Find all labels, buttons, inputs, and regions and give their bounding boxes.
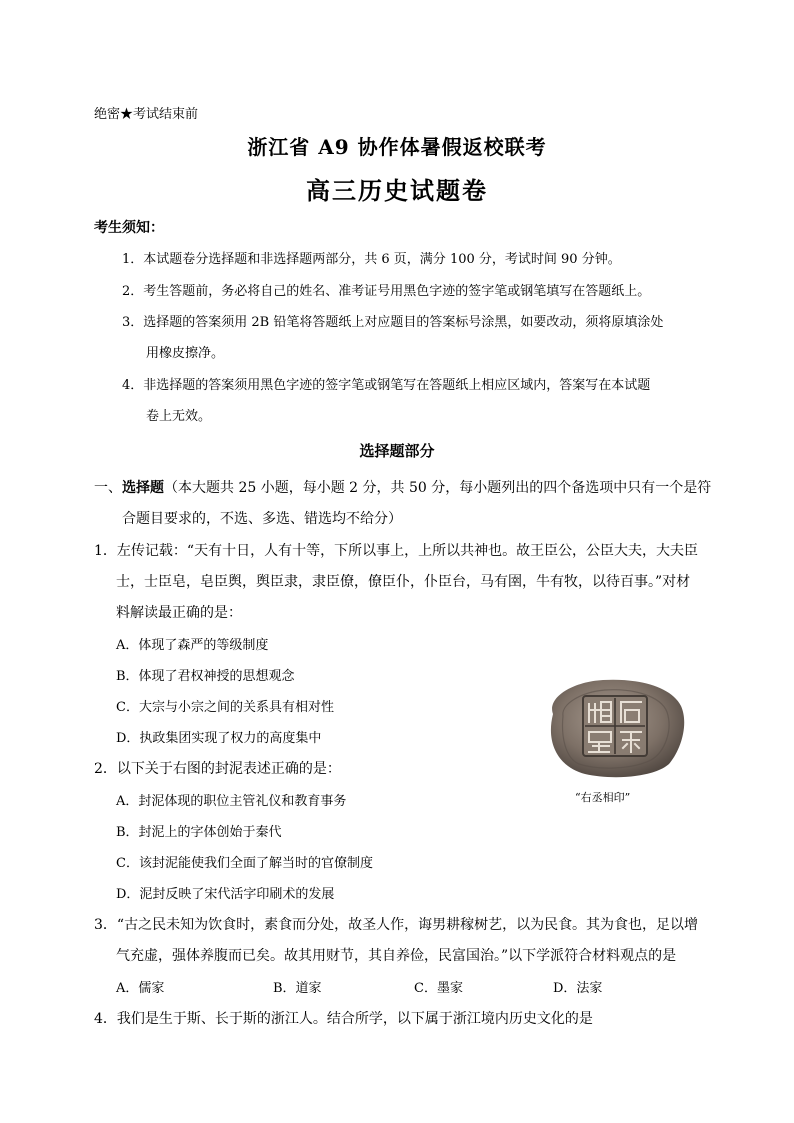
notice-line: 1．本试题卷分选择题和非选择题两部分，共 6 页，满分 100 分，考试时间 90 分钟。 [122,252,621,267]
q1-stem-line: 料解读最正确的是： [116,605,242,621]
q2-option-a: A．封泥体现的职位主管礼仪和教育事务 [116,794,347,809]
q4-stem: 4．我们是生于斯、长于斯的浙江人。结合所学，以下属于浙江境内历史文化的是 [94,1011,593,1027]
q3-option-a: A．儒家 [116,981,165,996]
section-heading: 选择题部分 [359,442,435,460]
q1-stem-line: 士，士臣皂，皂臣舆，舆臣隶，隶臣僚，僚臣仆，仆臣台，马有圉，牛有牧，以待百事。”对材 [116,574,691,590]
part-desc-line1: （本大题共 25 小题，每小题 2 分，共 50 分，每小题列出的四个备选项中只有一个是符 [164,480,712,496]
q2-option-c: C．该封泥能使我们全面了解当时的官僚制度 [116,856,373,871]
q3-stem-line: 气充虚，强体养腹而已矣。故其用财节，其自养俭，民富国治。”以下学派符合材料观点的是 [116,948,677,964]
q1-option-d: D．执政集团实现了权力的高度集中 [116,731,322,746]
notice-line: 4．非选择题的答案须用黑色字迹的签字笔或钢笔写在答题纸上相应区域内，答案写在本试题 [122,378,651,393]
q1-stem-line: 1．左传记载：“天有十日，人有十等，下所以事上，上所以共神也。故王臣公，公臣大夫，大夫臣 [94,543,699,559]
clay-seal-image [541,676,687,780]
part-desc-line2: 合题目要求的，不选、多选、错选均不给分） [122,511,402,527]
notice-line: 用橡皮擦净。 [146,346,225,361]
q1-option-b: B．体现了君权神授的思想观念 [116,669,295,684]
confidential-mark: 绝密★考试结束前 [94,107,199,122]
notice-line: 卷上无效。 [146,409,212,424]
q2-stem: 2．以下关于右图的封泥表述正确的是： [94,761,341,777]
q3-option-c: C．墨家 [414,981,463,996]
seal-caption: “右丞相印” [575,791,631,804]
q1-option-a: A．体现了森严的等级制度 [116,638,269,653]
q3-option-b: B．道家 [273,981,322,996]
q2-option-b: B．封泥上的字体创始于秦代 [116,825,282,840]
q1-option-c: C．大宗与小宗之间的关系具有相对性 [116,700,334,715]
exam-title: 浙江省 A9 协作体暑假返校联考 [247,135,547,159]
exam-subtitle: 高三历史试题卷 [306,176,488,205]
notice-line: 2．考生答题前，务必将自己的姓名、准考证号用黑色字迹的签字笔或钢笔填写在答题纸上。 [122,284,651,299]
q3-option-d: D．法家 [553,981,603,996]
part-description: 一、选择题（本大题共 25 小题，每小题 2 分，共 50 分，每小题列出的四个备选项中只有一个是符 [94,480,712,496]
q3-stem-line: 3．“古之民未知为饮食时，素食而分处，故圣人作，诲男耕稼树艺，以为民食。其为食也，足以增 [94,917,699,933]
q2-option-d: D．泥封反映了宋代活字印刷术的发展 [116,887,335,902]
notice-heading: 考生须知： [94,220,164,236]
notice-line: 3．选择题的答案须用 2B 铅笔将答题纸上对应题目的答案标号涂黑，如要改动，须将原填涂处 [122,315,664,330]
part-label: 选择题 [122,480,164,496]
